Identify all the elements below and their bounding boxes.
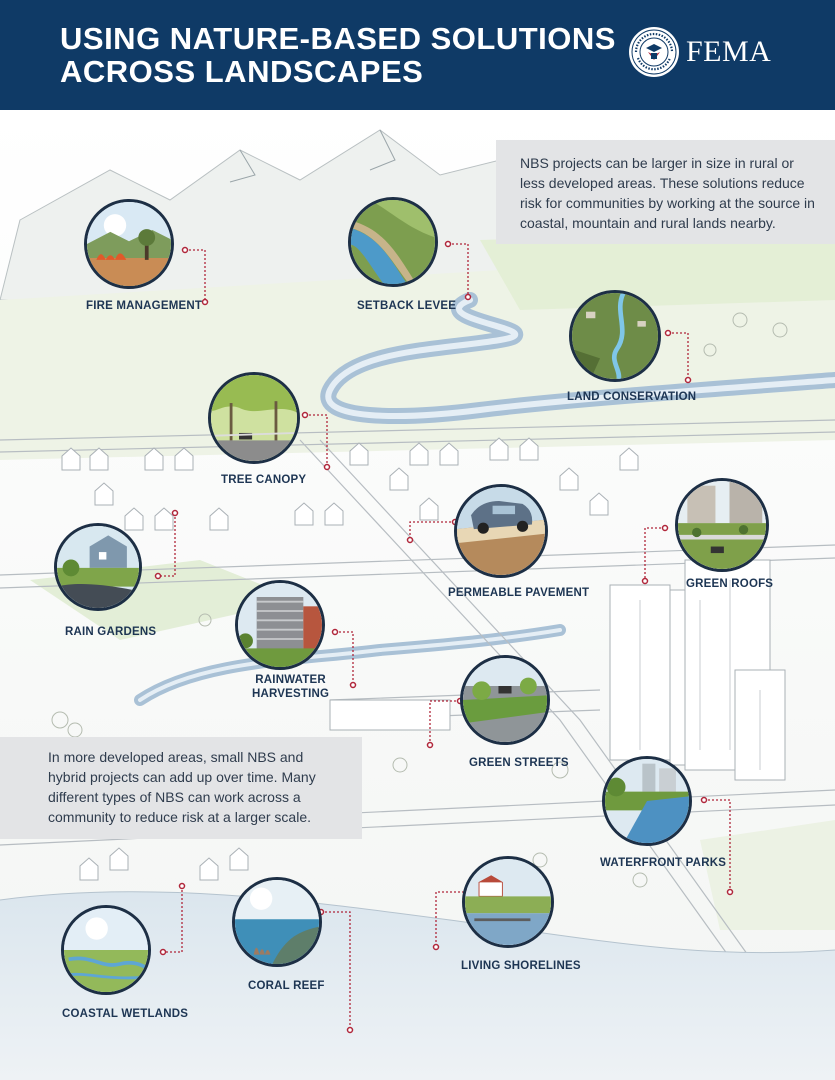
fema-logo[interactable]: [628, 26, 818, 78]
tree-canopy-image[interactable]: [208, 372, 300, 464]
fema-wordmark: FEMA: [686, 35, 772, 68]
label-setback-levee: SETBACK LEVEE: [357, 300, 457, 312]
title-line-2: ACROSS LANDSCAPES: [60, 54, 424, 89]
dhs-seal-icon: [628, 26, 680, 78]
title-line-1: USING NATURE-BASED SOLUTIONS: [60, 21, 616, 56]
rainwater-harvesting-image[interactable]: [235, 580, 325, 670]
label-rainwater-harvesting: [252, 673, 329, 701]
header-banner: [0, 0, 835, 110]
label-green-streets: GREEN STREETS: [469, 757, 569, 769]
waterfront-parks-image[interactable]: [602, 756, 692, 846]
land-conservation-image[interactable]: [569, 290, 661, 382]
living-shorelines-image[interactable]: [462, 856, 554, 948]
info-box-developed: In more developed areas, small NBS and hybrid projects can add up over time. Many different types of NBS can work across a community to reduce risk at a larger scale.: [0, 737, 362, 839]
label-coral-reef: CORAL REEF: [248, 980, 325, 992]
coral-reef-image[interactable]: [232, 877, 322, 967]
permeable-pavement-image[interactable]: [454, 484, 548, 578]
label-green-roofs: GREEN ROOFS: [686, 578, 774, 590]
info-box-rural: NBS projects can be larger in size in rural or less developed areas. These solutions reduce risk for communities by working at the source in coastal, mountain and rural lands nearby.: [496, 140, 835, 244]
label-land-conservation: LAND CONSERVATION: [567, 391, 697, 403]
coastal-wetlands-image[interactable]: [61, 905, 151, 995]
label-fire-management: FIRE MANAGEMENT: [86, 300, 203, 312]
setback-levee-image[interactable]: [348, 197, 438, 287]
green-streets-image[interactable]: [460, 655, 550, 745]
label-rainwater: RAINWATER: [255, 674, 326, 686]
page-title: [60, 22, 620, 88]
label-tree-canopy: TREE CANOPY: [221, 474, 307, 486]
label-harvesting: HARVESTING: [252, 688, 330, 700]
rain-gardens-image[interactable]: [54, 523, 142, 611]
fire-management-image[interactable]: [84, 199, 174, 289]
green-roofs-image[interactable]: [675, 478, 769, 572]
label-rain-gardens: RAIN GARDENS: [65, 626, 157, 638]
label-waterfront-parks: WATERFRONT PARKS: [600, 857, 727, 869]
label-living-shorelines: LIVING SHORELINES: [461, 960, 581, 972]
label-coastal-wetlands: COASTAL WETLANDS: [62, 1008, 189, 1020]
label-permeable-pavement: PERMEABLE PAVEMENT: [448, 587, 590, 599]
